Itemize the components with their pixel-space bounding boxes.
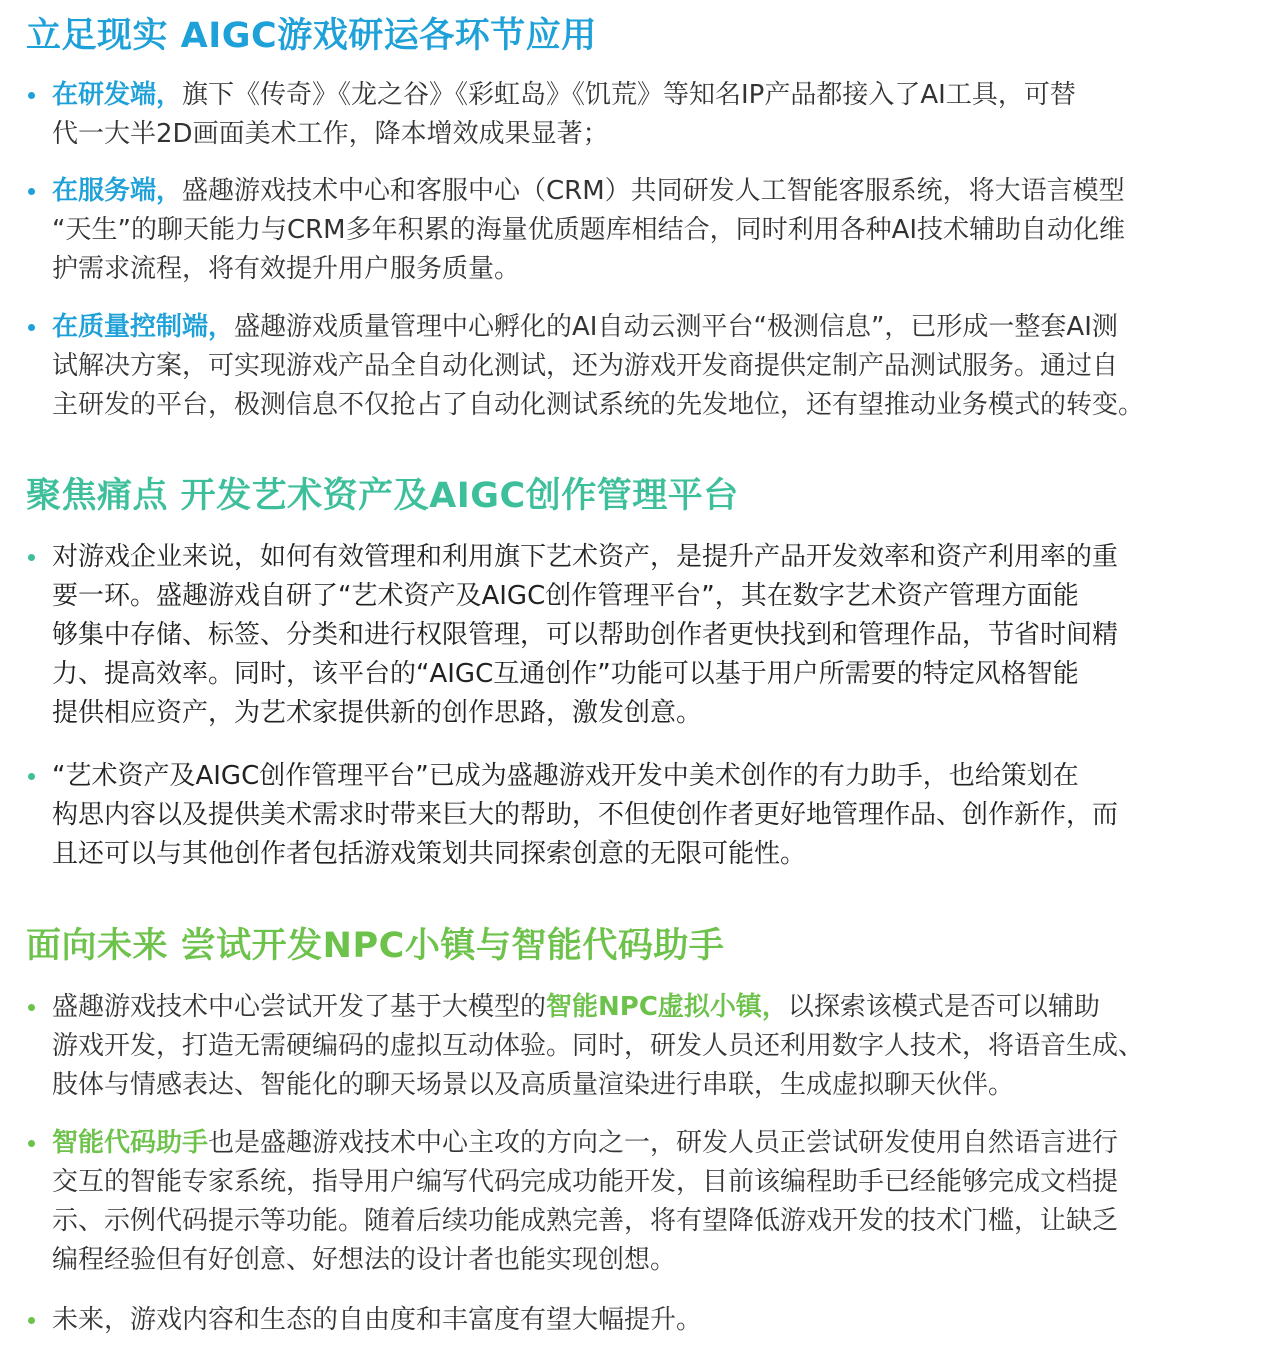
bullet-dot-icon bbox=[28, 773, 35, 780]
bullet-text: 力、提高效率。同时，该平台的“AIGC互通创作”功能可以基于用户所需要的特定风格智能 bbox=[52, 659, 1079, 689]
bullet-dot-icon bbox=[28, 1140, 35, 1147]
bullet-text: 提供相应资产，为艺术家提供新的创作思路，激发创意。 bbox=[52, 698, 703, 728]
bullet-lead: 在研发端， bbox=[52, 80, 183, 110]
bullet-text: 要一环。盛趣游戏自研了“艺术资产及AIGC创作管理平台”，其在数字艺术资产管理方面能 bbox=[52, 581, 1079, 611]
bullet-text: 护需求流程，将有效提升用户服务质量。 bbox=[52, 254, 521, 284]
bullet-text: 主研发的平台，极测信息不仅抢占了自动化测试系统的先发地位，还有望推动业务模式的转变。 bbox=[52, 390, 1145, 420]
bullet-text: 旗下《传奇》《龙之谷》《彩虹岛》《饥荒》等知名IP产品都接入了AI工具，可替 bbox=[182, 80, 1076, 110]
bullet-text: 未来，游戏内容和生态的自由度和丰富度有望大幅提升。 bbox=[52, 1305, 703, 1335]
bullet-text: 对游戏企业来说，如何有效管理和利用旗下艺术资产，是提升产品开发效率和资产利用率的重 bbox=[52, 542, 1119, 572]
bullet-dot-icon bbox=[28, 1004, 35, 1011]
section-title: 聚焦痛点 开发艺术资产及AIGC创作管理平台 bbox=[26, 476, 739, 516]
bullet-text: “天生”的聊天能力与CRM多年积累的海量优质题库相结合，同时利用各种AI技术辅助自动化维 bbox=[52, 215, 1126, 245]
bullet-text: “艺术资产及AIGC创作管理平台”已成为盛趣游戏开发中美术创作的有力助手，也给策划在 bbox=[52, 761, 1079, 791]
bullet-text: 构思内容以及提供美术需求时带来巨大的帮助，不但使创作者更好地管理作品、创作新作，而 bbox=[52, 800, 1119, 830]
bullet-text: 示、示例代码提示等功能。随着后续功能成熟完善，将有望降低游戏开发的技术门槛，让缺乏 bbox=[52, 1206, 1119, 1236]
bullet-lead: 在服务端， bbox=[52, 176, 183, 206]
bullet-text: 够集中存储、标签、分类和进行权限管理，可以帮助创作者更快找到和管理作品，节省时间精 bbox=[52, 620, 1119, 650]
bullet-text: 交互的智能专家系统，指导用户编写代码完成功能开发，目前该编程助手已经能够完成文档提 bbox=[52, 1167, 1119, 1197]
bullet-text: 编程经验但有好创意、好想法的设计者也能实现创想。 bbox=[52, 1245, 677, 1275]
bullet-text: 且还可以与其他创作者包括游戏策划共同探索创意的无限可能性。 bbox=[52, 839, 807, 869]
bullet-lead: 在质量控制端， bbox=[52, 312, 235, 342]
bullet-highlight: 智能代码助手 bbox=[52, 1128, 209, 1158]
bullet-text: 肢体与情感表达、智能化的聊天场景以及高质量渲染进行串联，生成虚拟聊天伙伴。 bbox=[52, 1070, 1015, 1100]
bullet-text: 以探索该模式是否可以辅助 bbox=[787, 992, 1100, 1022]
bullet-text: 盛趣游戏技术中心尝试开发了基于大模型的 bbox=[52, 992, 547, 1022]
bullet-text: 试解决方案，可实现游戏产品全自动化测试，还为游戏开发商提供定制产品测试服务。通过自 bbox=[52, 351, 1119, 381]
bullet-dot-icon bbox=[28, 324, 35, 331]
bullet-text: 也是盛趣游戏技术中心主攻的方向之一，研发人员正尝试研发使用自然语言进行 bbox=[208, 1128, 1119, 1158]
bullet-text: 代一大半2D画面美术工作，降本增效成果显著； bbox=[52, 119, 609, 149]
bullet-dot-icon bbox=[28, 1317, 35, 1324]
bullet-dot-icon bbox=[28, 554, 35, 561]
bullet-text: 盛趣游戏技术中心和客服中心（CRM）共同研发人工智能客服系统，将大语言模型 bbox=[182, 176, 1125, 206]
bullet-dot-icon bbox=[28, 188, 35, 195]
bullet-dot-icon bbox=[28, 92, 35, 99]
bullet-highlight: 智能NPC虚拟小镇， bbox=[546, 992, 788, 1022]
bullet-text: 游戏开发，打造无需硬编码的虚拟互动体验。同时，研发人员还利用数字人技术，将语音生成、 bbox=[52, 1031, 1145, 1061]
section-title: 立足现实 AIGC游戏研运各环节应用 bbox=[26, 16, 597, 56]
section-title: 面向未来 尝试开发NPC小镇与智能代码助手 bbox=[26, 926, 725, 966]
bullet-text: 盛趣游戏质量管理中心孵化的AI自动云测平台“极测信息”，已形成一整套AI测 bbox=[234, 312, 1118, 342]
